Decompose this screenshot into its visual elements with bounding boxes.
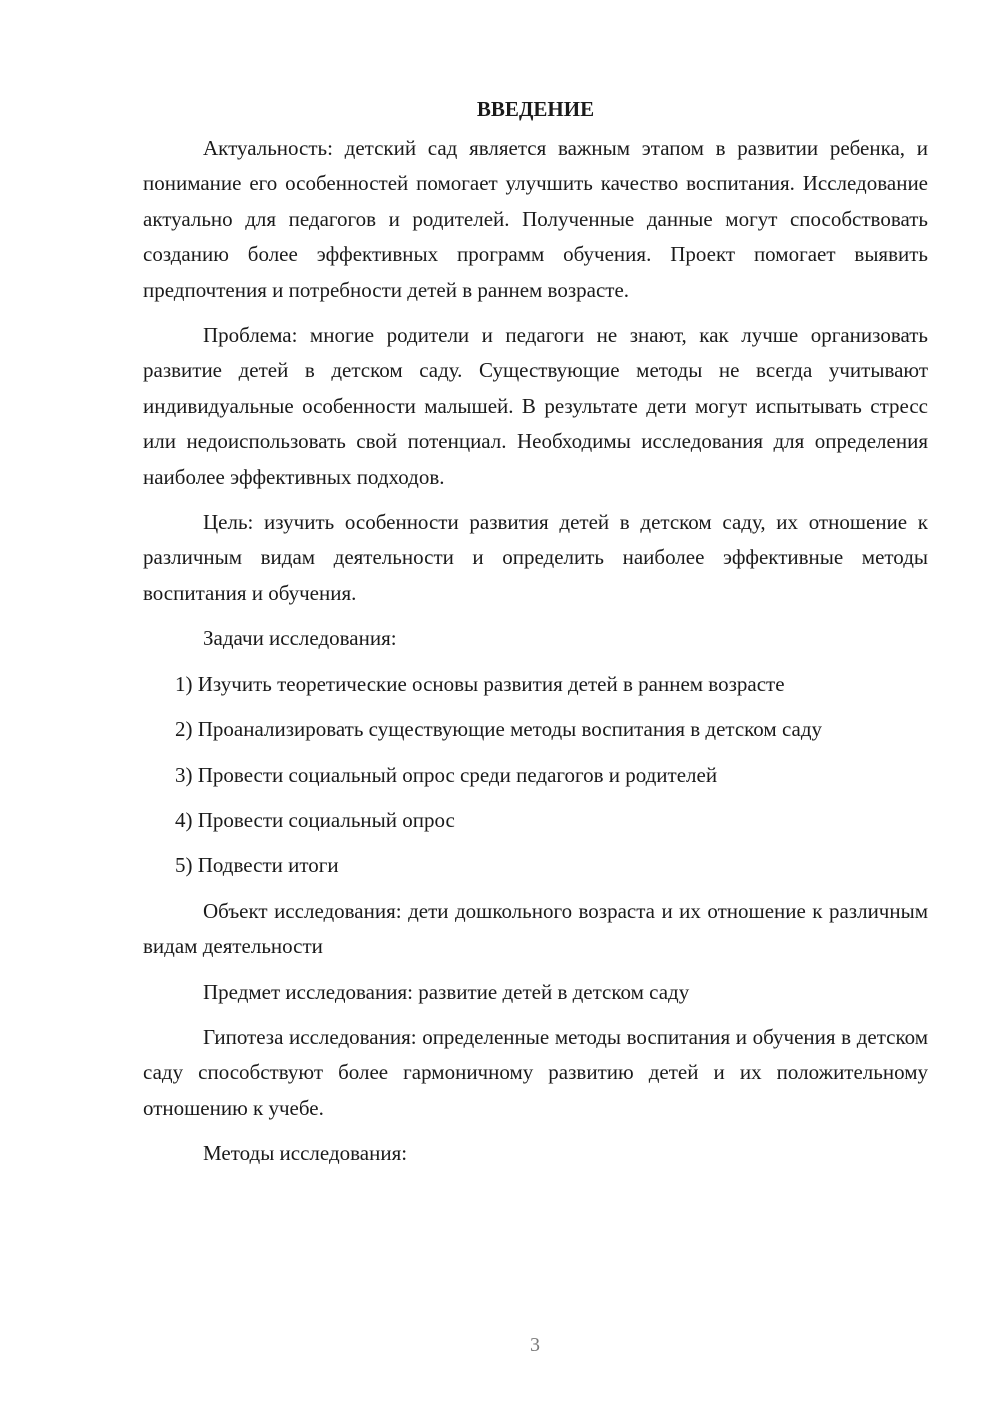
paragraph-hypothesis: Гипотеза исследования: определенные методы воспитания и обучения в детском саду способствуют более гармоничному развитию детей и их положительному отношению к учебе. [143,1024,928,1120]
task-item-4: 4) Провести социальный опрос [175,807,455,832]
paragraph-methods-heading: Методы исследования: [203,1141,408,1166]
page-number: 3 [530,1334,540,1356]
task-item-2: 2) Проанализировать существующие методы воспитания в детском саду [175,717,823,742]
paragraph-tasks-heading: Задачи исследования: [203,626,397,651]
paragraph-problem: Проблема: многие родители и педагоги не знают, как лучше организовать развитие детей в детском саду. Существующие методы не всегда учитывают индивидуальные особенности малышей. В результате дети могут испытывать стресс или недоиспользовать свой потенциал. Необходимы исследования для определения наиболее эффективных подходов. [143,323,928,489]
paragraph-object: Объект исследования: дети дошкольного возраста и их отношение к различным видам деятельности [143,898,928,959]
task-item-1: 1) Изучить теоретические основы развития детей в раннем возрасте [175,671,785,696]
paragraph-subject: Предмет исследования: развитие детей в детском саду [203,979,690,1004]
task-item-3: 3) Провести социальный опрос среди педагогов и родителей [175,762,718,787]
paragraph-goal: Цель: изучить особенности развития детей в детском саду, их отношение к различным видам деятельности и определить наиболее эффективные методы воспитания и обучения. [143,510,928,605]
section-title: ВВЕДЕНИЕ [476,97,595,121]
page-content [143,92,928,1182]
task-item-5: 5) Подвести итоги [175,853,339,878]
paragraph-relevance: Актуальность: детский сад является важным этапом в развитии ребенка, и понимание его особенностей помогает улучшить качество воспитания. Исследование актуально для педагогов и родителей. Полученные данные могут способствовать созданию более эффективных программ обучения. Проект помогает выявить предпочтения и потребности детей в раннем возрасте. [143,136,928,302]
